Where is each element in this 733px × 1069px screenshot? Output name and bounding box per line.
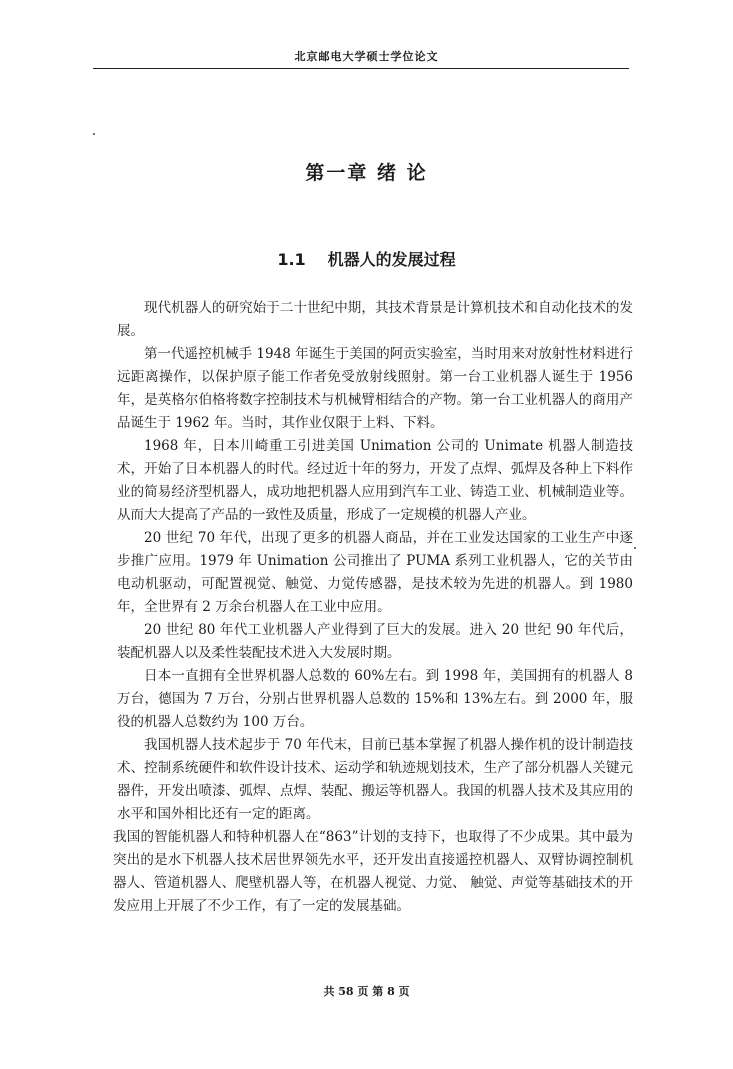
section-title: 机器人的发展过程: [327, 250, 456, 269]
running-header: 北京邮电大学硕士学位论文: [294, 50, 439, 63]
paragraph: 现代机器人的研究始于二十世纪中期，其技术背景是计算机技术和自动化技术的发展。: [117, 300, 633, 339]
scan-speck: [634, 547, 636, 549]
paragraph: 我国机器人技术起步于 70 年代末，目前已基本掌握了机器人操作机的设计制造技术、控制系统硬件和软件设计技术、运动学和轨迹规划技术，生产了部分机器人关键元器件，开发出喷漆、弧焊、点焊、装配、搬运等机器人。我国的机器人技术及其应用的水平和国外相比还有一定的距离。: [117, 737, 633, 822]
scan-speck: [93, 133, 95, 135]
section-number: 1.1: [277, 250, 306, 269]
header-rule: [93, 68, 629, 69]
body-text: [113, 297, 633, 918]
paragraph: 20 世纪 80 年代工业机器人产业得到了巨大的发展。进入 20 世纪 90 年代后，装配机器人以及柔性装配技术进入大发展时期。: [117, 622, 633, 661]
paragraph: 日本一直拥有全世界机器人总数的 60%左右。到 1998 年，美国拥有的机器人 8 万台，德国为 7 万台，分别占世界机器人总数的 15%和 13%左右。到 2000 年，服役的机器人总数约为 100 万台。: [117, 668, 633, 730]
paragraph: 1968 年，日本川崎重工引进美国 Unimation 公司的 Unimate 机器人制造技术，开始了日本机器人的时代。经过近十年的努力，开发了点焊、弧焊及各种上下料作业的简易经济型机器人，成功地把机器人应用到汽车工业、铸造工业、机械制造业等。从而大大提高了产品的一致性及质量，形成了一定规模的机器人产业。: [117, 438, 633, 523]
section-heading: [0, 247, 733, 270]
paragraph: 20 世纪 70 年代，出现了更多的机器人商品，并在工业发达国家的工业生产中逐步推广应用。1979 年 Unimation 公司推出了 PUMA 系列工业机器人，它的关节由电动机驱动，可配置视觉、触觉、力觉传感器，是技术较为先进的机器人。到 1980 年，全世界有 2 万余台机器人在工业中应用。: [117, 530, 633, 615]
chapter-title: 第一章 绪 论: [305, 162, 428, 184]
page-footer: 共 58 页 第 8 页: [323, 985, 410, 998]
paragraph: 第一代遥控机械手 1948 年诞生于美国的阿贡实验室，当时用来对放射性材料进行远距离操作，以保护原子能工作者免受放射线照射。第一台工业机器人诞生于 1956 年，是英格尔伯格将数字控制技术与机械臂相结合的产物。第一台工业机器人的商用产品诞生于 1962 年。当时，其作业仅限于上料、下料。: [117, 346, 633, 431]
paragraph: 我国的智能机器人和特种机器人在“863”计划的支持下，也取得了不少成果。其中最为突出的是水下机器人技术居世界领先水平，还开发出直接遥控机器人、双臂协调控制机器人、管道机器人、爬壁机器人等，在机器人视觉、力觉、 触觉、声觉等基础技术的开发应用上开展了不少工作，有了一定的发展基础。: [113, 829, 633, 914]
